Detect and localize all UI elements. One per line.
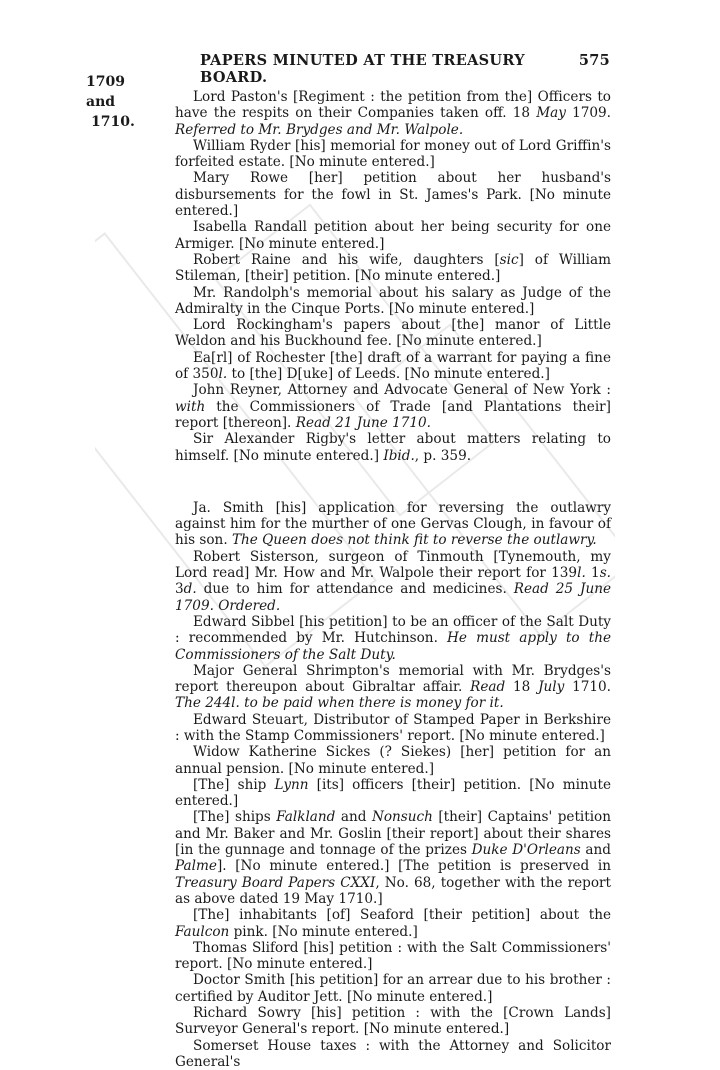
- entry-rochester: Ea[rl] of Rochester [the] draft of a warrant for paying a fine of 350l. to [the] D[uke] of Leeds. [No minute entered.]: [175, 349, 611, 383]
- entry-shrimpton: Major General Shrimpton's memorial with Mr. Brydges's report thereupon about Gibraltar affair. Read 18 July 1710. The 244l. to be paid when there is money for it.: [175, 662, 611, 712]
- entry-lynn: [The] ship Lynn [its] officers [their] petition. [No minute entered.]: [175, 776, 611, 810]
- entry-rowe: Mary Rowe [her] petition about her husband's disbursements for the fowl in St. James's Park. [No minute entered.]: [175, 170, 611, 220]
- entry-steuart: Edward Steuart, Distributor of Stamped Paper in Berkshire : with the Stamp Commissioners' report. [No minute entered.]: [175, 711, 611, 744]
- entry-paston: Lord Paston's [Regiment : the petition from the] Officers to have the respits on their Companies taken off. 18 May 1709. Referred to Mr. Brydges and Mr. Walpole.: [175, 89, 611, 138]
- page-number: 575: [578, 52, 610, 69]
- entry-seaford: [The] inhabitants [of] Seaford [their petition] about the Faulcon pink. [No minute entered.]: [175, 907, 611, 940]
- entry-sickes: Widow Katherine Sickes (? Siekes) [her] petition for an annual pension. [No minute entered.]: [175, 744, 611, 777]
- entry-somerset-house: Somerset House taxes : with the Attorney and Solicitor General's: [175, 1037, 611, 1070]
- entry-doctor-smith: Doctor Smith [his petition] for an arrear due to his brother : certified by Auditor Jett. [No minute entered.]: [175, 972, 611, 1005]
- entry-falkland: [The] ships Falkland and Nonsuch [their] Captains' petition and Mr. Baker and Mr. Goslin [their report] about their shares [in the gunnage and tonnage of the prizes Duke D'Orleans and Palme]. [No minute entered.] [The petition is preserved in Treasury Board Papers CXXI, No. 68, together with the report as above dated 19 May 1710.]: [175, 809, 611, 907]
- entry-reyner: John Reyner, Attorney and Advocate General of New York : with the Commissioners of Trade [and Plantations their] report [thereon]. Read 21 June 1710.: [175, 382, 611, 431]
- margin-year-line1: 1709 and: [86, 74, 125, 110]
- running-head: [200, 52, 610, 86]
- entry-randall: Isabella Randall petition about her being security for one Armiger. [No minute entered.]: [175, 219, 611, 252]
- body-text: [175, 89, 611, 1070]
- entry-ryder: William Ryder [his] memorial for money out of Lord Griffin's forfeited estate. [No minute entered.]: [175, 137, 611, 171]
- margin-year-line2: 1710.: [91, 114, 135, 130]
- entry-sibbel: Edward Sibbel [his petition] to be an officer of the Salt Duty : recommended by Mr. Hutchinson. He must apply to the Commissioners of the Salt Duty.: [175, 613, 611, 663]
- entry-rockingham: Lord Rockingham's papers about [the] manor of Little Weldon and his Buckhound fee. [No minute entered.]: [175, 317, 611, 350]
- entry-sowry: Richard Sowry [his] petition : with the [Crown Lands] Surveyor General's report. [No minute entered.]: [175, 1005, 611, 1038]
- entry-smith-outlawry: Ja. Smith [his] application for reversing the outlawry against him for the murther of one Gervas Clough, in favour of his son. The Queen does not think fit to reverse the outlawry.: [175, 499, 611, 549]
- entry-raine: Robert Raine and his wife, daughters [sic] of William Stileman, [their] petition. [No minute entered.]: [175, 251, 611, 285]
- margin-year: [86, 72, 156, 132]
- running-head-title: PAPERS MINUTED AT THE TREASURY BOARD.: [200, 52, 525, 86]
- entry-rigby: Sir Alexander Rigby's letter about matters relating to himself. [No minute entered.] Ibid., p. 359.: [175, 431, 611, 464]
- entry-sisterson: Robert Sisterson, surgeon of Tinmouth [Tynemouth, my Lord read] Mr. How and Mr. Walpole their report for 139l. 1s. 3d. due to him for attendance and medicines. Read 25 June 1709. Ordered.: [175, 548, 612, 614]
- entry-sliford: Thomas Sliford [his] petition : with the Salt Commissioners' report. [No minute entered.]: [175, 939, 611, 973]
- section-gap: [175, 464, 611, 500]
- entry-randolph: Mr. Randolph's memorial about his salary as Judge of the Admiralty in the Cinque Ports. [No minute entered.]: [175, 284, 611, 317]
